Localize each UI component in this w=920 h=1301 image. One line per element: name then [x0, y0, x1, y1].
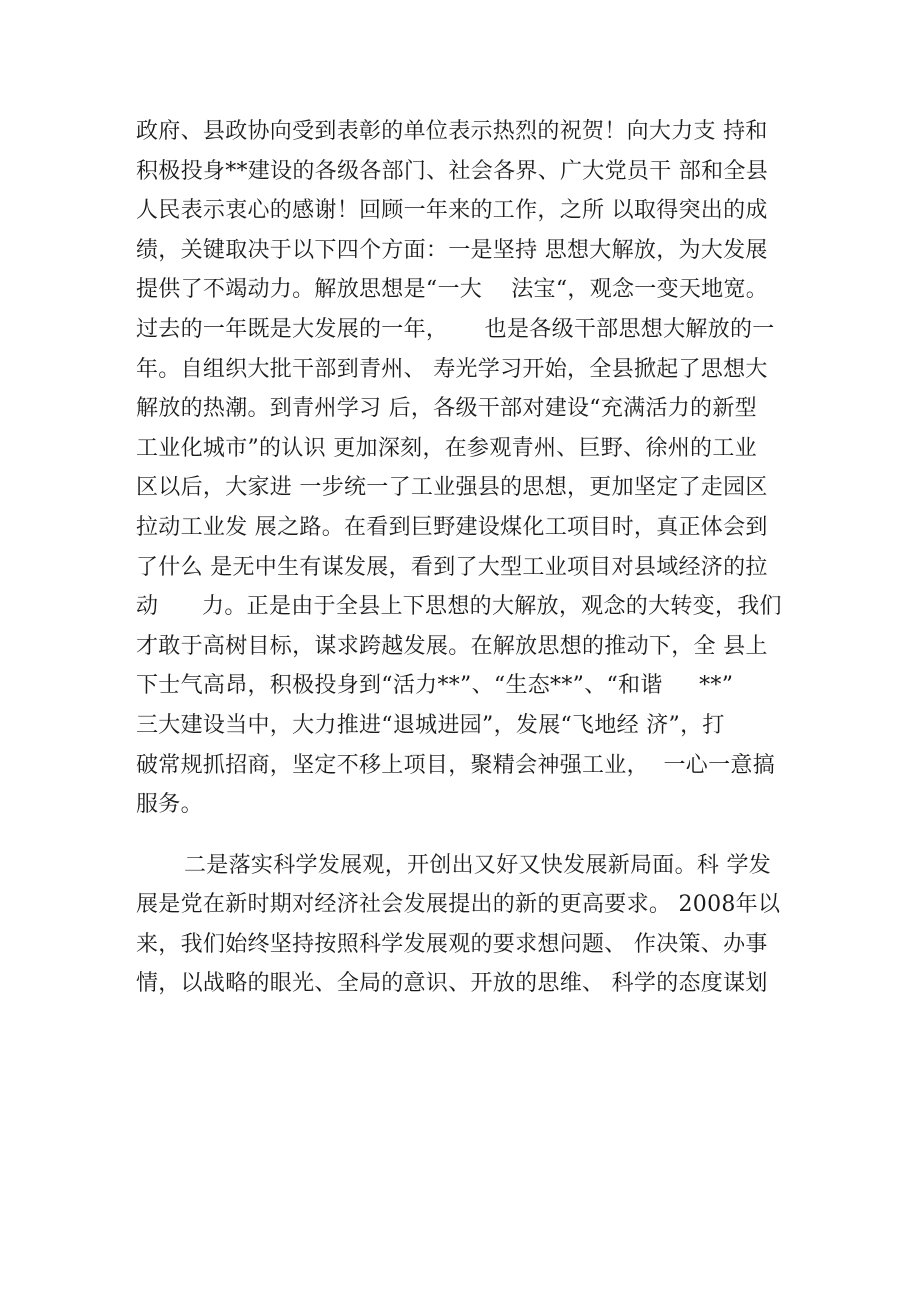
text-line: 解放的热潮。到青州学习 后，各级干部对建设“充满活力的新型 [136, 396, 757, 422]
text-line: 工业化城市”的认识 更加深刻，在参观青州、巨野、徐州的工业 [136, 435, 757, 461]
text-line: 政府、县政协向受到表彰的单位表示热烈的祝贺！向大力支 持和 [136, 119, 768, 144]
text-line: 下士气高昂，积极投身到“活力**”、“生态**”、“和谐 **” [136, 673, 734, 699]
text-line: 情，以战略的眼光、全局的意识、开放的思维、 科学的态度谋划 [136, 971, 768, 997]
paragraph-gap [136, 825, 796, 846]
text-line: 展是党在新时期对经济社会发展提出的新的更高要求。 2008年以 [136, 892, 781, 918]
text-line: 动 力。正是由于全县上下思想的大解放，观念的大转变，我们 [136, 594, 782, 620]
text-line: 拉动工业发 展之路。在看到巨野建设煤化工项目时，真正体会到 [136, 514, 768, 540]
paragraph-2 [136, 846, 796, 1004]
text-line: 绩，关键取决于以下四个方面：一是坚持 思想大解放，为大发展 [136, 237, 768, 263]
text-line: 二是落实科学发展观，开创出又好又快发展新局面。科 学发 [184, 852, 772, 878]
text-line: 三大建设当中，大力推进“退城进园”，发展“飞地经 济”，打 [136, 712, 725, 738]
text-line: 人民表示衷心的感谢！回顾一年来的工作，之所 以取得突出的成 [136, 198, 768, 224]
text-line: 破常规抓招商，坚定不移上项目，聚精会神强工业， 一心一意搞 [136, 752, 775, 778]
text-line: 提供了不竭动力。解放思想是“一大 法宝“，观念一变天地宽。 [136, 277, 769, 303]
text-line: 过去的一年既是大发展的一年， 也是各级干部思想大解放的一 [136, 316, 775, 342]
text-line: 服务。 [136, 792, 203, 818]
document-body [136, 112, 796, 1004]
text-line: 才敢于高树目标，谋求跨越发展。在解放思想的推动下，全 县上 [136, 633, 768, 659]
text-line: 了什么 是无中生有谋发展，看到了大型工业项目对县域经济的拉 [136, 554, 768, 580]
text-line: 积极投身**建设的各级各部门、社会各界、广大党员干 部和全县 [136, 158, 768, 184]
text-line: 年。自组织大批干部到青州、 寿光学习开始，全县掀起了思想大 [136, 356, 768, 382]
text-line: 区以后，大家进 一步统一了工业强县的思想，更加坚定了走园区 [136, 475, 768, 501]
paragraph-1 [136, 112, 796, 825]
text-line: 来，我们始终坚持按照科学发展观的要求想问题、 作决策、办事 [136, 931, 768, 957]
